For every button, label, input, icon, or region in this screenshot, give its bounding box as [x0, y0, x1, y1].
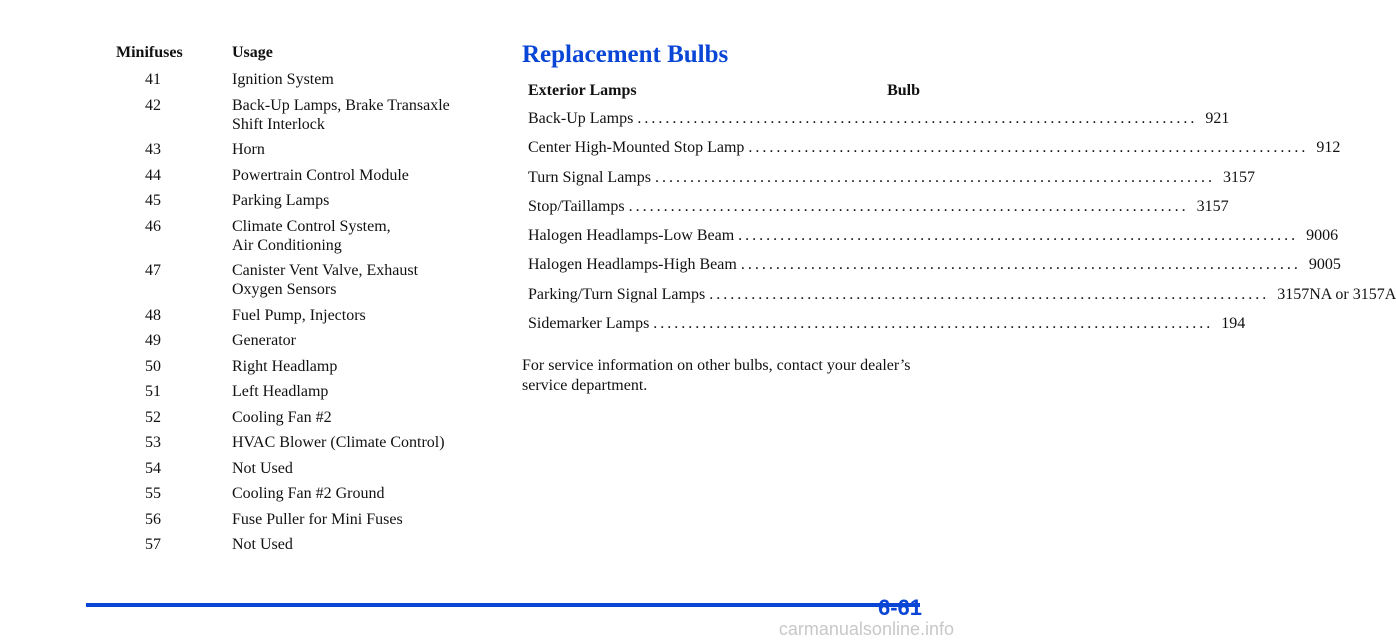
bulb-table-header — [522, 82, 920, 110]
fuse-usage: Horn — [232, 141, 265, 158]
fuse-row — [100, 535, 500, 554]
bulb-column-header: Bulb — [887, 82, 920, 99]
fuse-usage: Fuel Pump, Injectors — [232, 306, 366, 324]
lamp-name: Center High-Mounted Stop Lamp — [528, 139, 745, 157]
fuse-row — [100, 510, 500, 529]
dot-leader: ................................................................................ — [637, 110, 1198, 127]
minifuse-table — [100, 44, 500, 561]
fuse-row — [100, 166, 500, 185]
bulb-number: 194 — [1221, 315, 1246, 333]
watermark: carmanualsonline.info — [778, 619, 954, 639]
lamp-name: Back-Up Lamps — [528, 110, 634, 127]
bulb-row — [522, 315, 1246, 344]
dot-leader: ................................................................................ — [653, 315, 1214, 333]
minifuses-column-header: Minifuses — [116, 44, 183, 61]
fuse-usage: Back-Up Lamps, Brake Transaxle Shift Interlock — [232, 96, 450, 133]
dot-leader: ................................................................................ — [709, 285, 1270, 303]
fuse-usage: Left Headlamp — [232, 383, 329, 400]
bulb-row — [522, 197, 1229, 227]
fuse-row — [100, 191, 500, 210]
service-note: For service information on other bulbs, contact your dealer’s service department. — [522, 357, 911, 395]
fuse-number: 43 — [145, 141, 161, 158]
fuse-number: 57 — [145, 536, 161, 553]
fuse-row — [100, 459, 500, 478]
fuse-row — [100, 140, 500, 159]
fuse-usage: HVAC Blower (Climate Control) — [232, 434, 445, 451]
bulb-number: 3157NA or 3157A — [1277, 285, 1396, 303]
fuse-number: 51 — [145, 383, 161, 400]
section-title: Replacement Bulbs — [522, 41, 729, 68]
bulb-row — [522, 256, 1341, 285]
fuse-number: 46 — [145, 217, 161, 235]
bulb-number: 912 — [1316, 139, 1341, 157]
fuse-row — [100, 433, 500, 452]
dot-leader: ................................................................................ — [740, 256, 1301, 274]
fuse-row — [100, 261, 500, 299]
fuse-row — [100, 331, 500, 350]
bulb-row — [522, 139, 1341, 168]
dot-leader: ................................................................................ — [738, 227, 1299, 245]
fuse-row — [100, 217, 500, 255]
dot-leader: ................................................................................ — [748, 139, 1309, 157]
lamp-name: Parking/Turn Signal Lamps — [528, 285, 706, 303]
bulb-number: 3157 — [1196, 197, 1229, 215]
fuse-usage: Not Used — [232, 459, 293, 477]
fuse-row — [100, 96, 500, 134]
fuse-usage: Not Used — [232, 536, 293, 553]
fuse-number: 49 — [145, 332, 161, 349]
lamp-name: Sidemarker Lamps — [528, 315, 650, 333]
fuse-number: 53 — [145, 434, 161, 451]
bulb-rows — [522, 110, 1396, 344]
fuse-number: 54 — [145, 459, 161, 477]
fuse-number: 44 — [145, 166, 161, 184]
fuse-usage: Parking Lamps — [232, 192, 330, 209]
bulb-number: 921 — [1205, 110, 1230, 127]
lamp-name: Halogen Headlamps-High Beam — [528, 256, 737, 274]
fuse-number: 41 — [145, 71, 161, 88]
fuse-usage: Powertrain Control Module — [232, 166, 409, 184]
fuse-usage: Climate Control System, Air Conditioning — [232, 217, 391, 254]
fuse-number: 55 — [145, 485, 161, 502]
fuse-number: 45 — [145, 192, 161, 209]
replacement-bulbs-section — [522, 40, 1396, 412]
fuse-number: 48 — [145, 306, 161, 324]
minifuse-rows — [100, 70, 500, 554]
fuse-row — [100, 357, 500, 376]
bulb-number: 9005 — [1308, 256, 1341, 274]
fuse-row — [100, 382, 500, 401]
fuse-usage: Cooling Fan #2 — [232, 408, 332, 426]
fuse-number: 50 — [145, 357, 161, 375]
fuse-usage: Cooling Fan #2 Ground — [232, 485, 385, 502]
fuse-usage: Fuse Puller for Mini Fuses — [232, 510, 403, 528]
bulb-row — [522, 227, 1339, 256]
minifuse-table-header — [100, 44, 500, 70]
fuse-usage: Canister Vent Valve, Exhaust Oxygen Sensors — [232, 262, 419, 298]
fuse-usage: Right Headlamp — [232, 357, 338, 375]
bulb-number: 3157 — [1222, 168, 1255, 186]
lamp-name: Turn Signal Lamps — [528, 168, 651, 186]
dot-leader: ................................................................................ — [654, 168, 1215, 186]
bulb-number: 9006 — [1306, 227, 1339, 245]
fuse-row — [100, 484, 500, 503]
exterior-lamps-column-header: Exterior Lamps — [528, 82, 637, 99]
dot-leader: ................................................................................ — [628, 197, 1189, 215]
fuse-row — [100, 408, 500, 427]
lamp-name: Halogen Headlamps-Low Beam — [528, 227, 735, 245]
bulb-row — [522, 168, 1255, 198]
bulb-row — [522, 285, 1396, 315]
lamp-name: Stop/Taillamps — [528, 197, 625, 215]
fuse-row — [100, 306, 500, 325]
fuse-row — [100, 70, 500, 89]
fuse-number: 56 — [145, 510, 161, 528]
fuse-usage: Ignition System — [232, 71, 334, 88]
footer-rule — [86, 603, 920, 607]
fuse-usage: Generator — [232, 332, 296, 349]
fuse-number: 52 — [145, 408, 161, 426]
usage-column-header: Usage — [232, 44, 273, 61]
bulb-row — [522, 110, 1230, 139]
fuse-number: 42 — [145, 96, 161, 114]
fuse-number: 47 — [145, 262, 161, 279]
page-number: 6-61 — [877, 595, 922, 620]
